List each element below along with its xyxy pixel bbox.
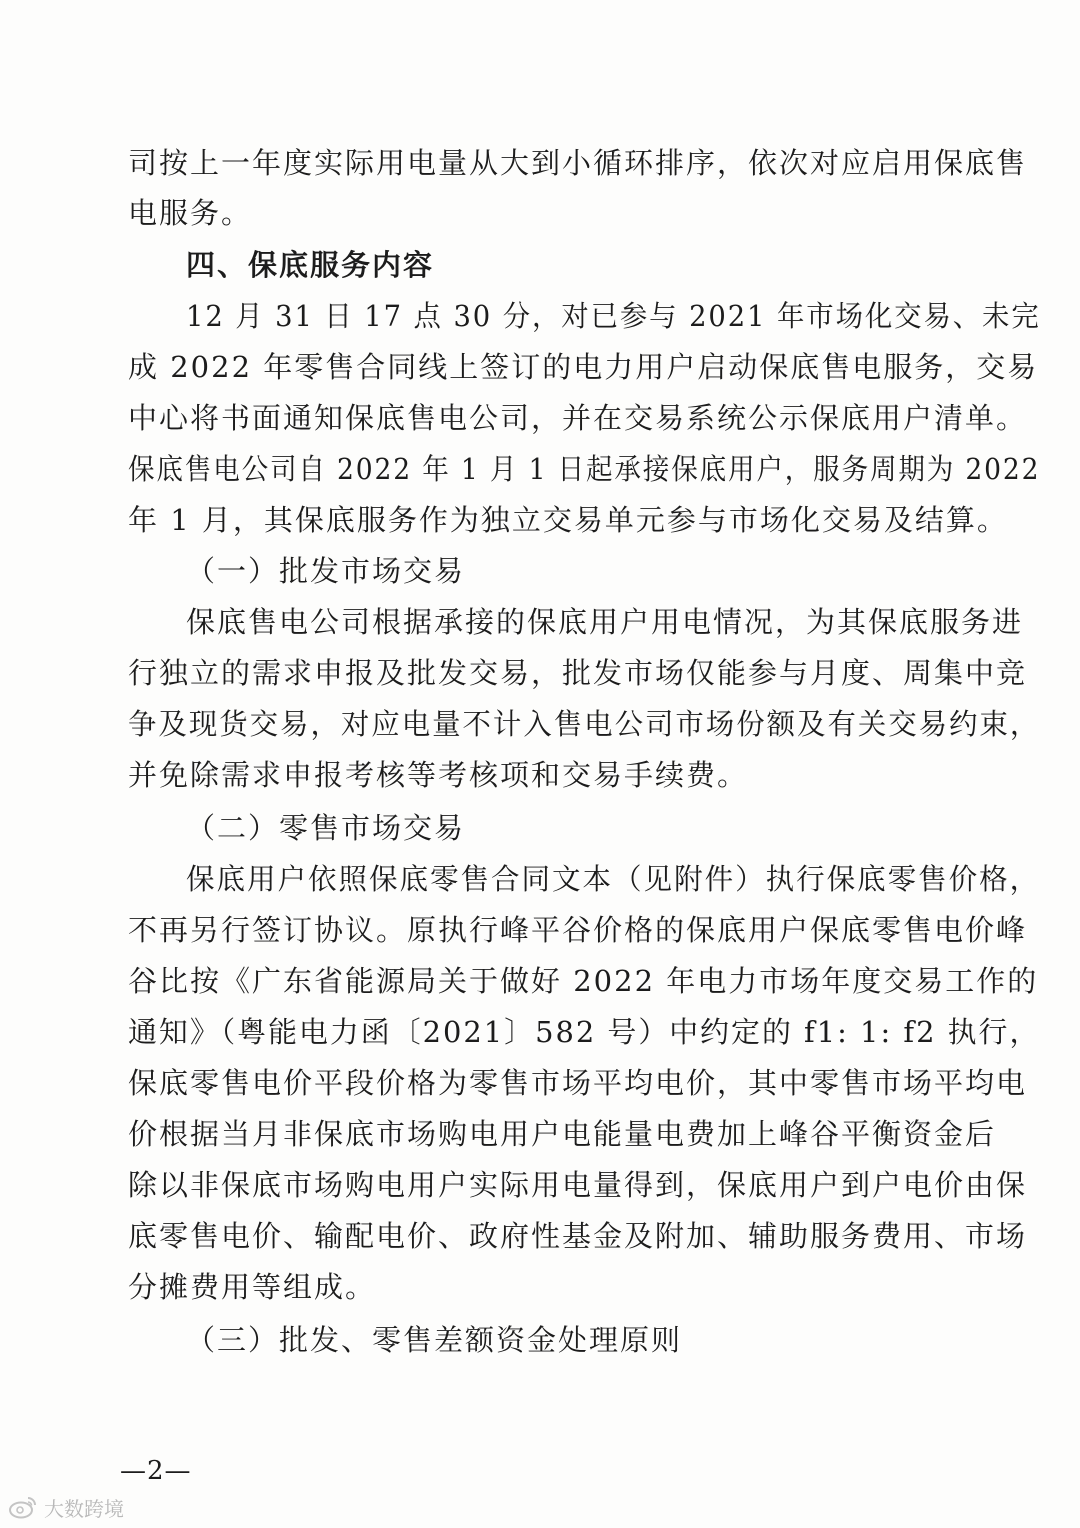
body-line: 司按上一年度实际用电量从大到小循环排序，依次对应启用保底售 (128, 146, 1028, 180)
body-line: 成 2022 年零售合同线上签订的电力用户启动保底售电服务，交易 (128, 350, 1039, 384)
subsection-heading: （一）批发市场交易 (186, 554, 466, 588)
body-line: 通知》（粤能电力函〔2021〕582 号）中约定的 f1: 1: f2 执行， (128, 1015, 1041, 1049)
body-line: 保底售电公司自 2022 年 1 月 1 日起承接保底用户，服务周期为 2022 (128, 452, 1041, 486)
body-line: 12 月 31 日 17 点 30 分，对已参与 2021 年市场化交易、未完 (186, 299, 1041, 333)
body-line: 保底零售电价平段价格为零售市场平均电价，其中零售市场平均电 (128, 1066, 1028, 1100)
body-line: 行独立的需求申报及批发交易，批发市场仅能参与月度、周集中竞 (128, 656, 1028, 690)
body-line: 谷比按《广东省能源局关于做好 2022 年电力市场年度交易工作的 (128, 964, 1039, 998)
body-line: 除以非保底市场购电用户实际用电量得到，保底用户到户电价由保 (128, 1168, 1028, 1202)
body-line: 保底售电公司根据承接的保底用户用电情况，为其保底服务进 (186, 605, 1024, 639)
weibo-logo-icon (8, 1495, 38, 1519)
body-line: 中心将书面通知保底售电公司，并在交易系统公示保底用户清单。 (128, 401, 1028, 435)
body-line: 电服务。 (128, 196, 253, 230)
body-line: 争及现货交易，对应电量不计入售电公司市场份额及有关交易约束， (128, 707, 1041, 741)
body-line: 分摊费用等组成。 (128, 1270, 377, 1304)
page-number: —2— (120, 1456, 192, 1486)
body-line: 价根据当月非保底市场购电用户电能量电费加上峰谷平衡资金后 (128, 1117, 997, 1151)
subsection-heading: （二）零售市场交易 (186, 811, 466, 845)
body-line: 不再另行签订协议。原执行峰平谷价格的保底用户保底零售电价峰 (128, 913, 1028, 947)
body-line: 底零售电价、输配电价、政府性基金及附加、辅助服务费用、市场 (128, 1219, 1028, 1253)
body-line: 并免除需求申报考核等考核项和交易手续费。 (128, 758, 749, 792)
section-heading: 四、保底服务内容 (186, 248, 435, 282)
subsection-heading: （三）批发、零售差额资金处理原则 (186, 1323, 683, 1357)
body-line: 年 1 月，其保底服务作为独立交易单元参与市场化交易及结算。 (128, 503, 1008, 537)
watermark-text: 大数跨境 (44, 1496, 124, 1521)
body-line: 保底用户依照保底零售合同文本（见附件）执行保底零售价格， (186, 862, 1041, 896)
watermark (8, 1492, 124, 1522)
